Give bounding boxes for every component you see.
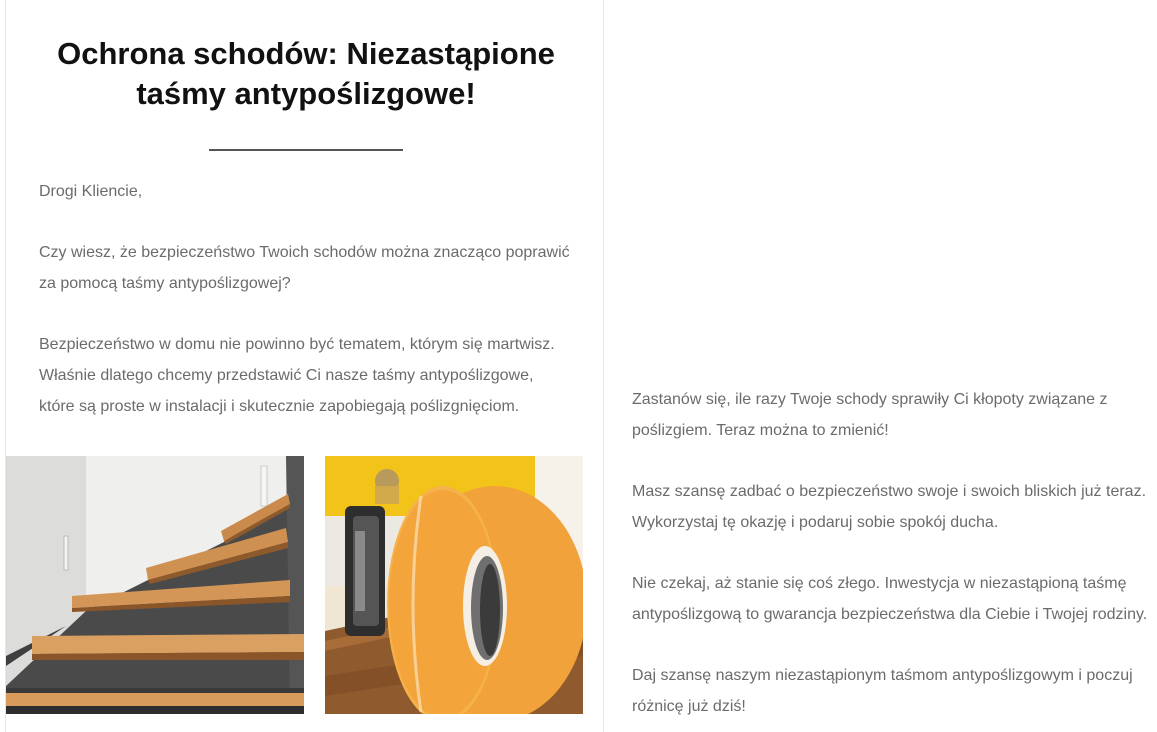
- greeting-text: Drogi Kliencie,: [39, 183, 143, 200]
- intro-p2-line-1: Bezpieczeństwo w domu nie powinno być tematem, którym się martwisz.: [39, 336, 555, 353]
- right-paragraph-3: [632, 568, 1157, 630]
- intro-p2-line-2: Właśnie dlatego chcemy przedstawić Ci nasze taśmy antypoślizgowe,: [39, 367, 534, 384]
- headline-line-2: taśmy antypoślizgowe!: [136, 76, 476, 111]
- right-p3-line-2: antypoślizgową to gwarancja bezpieczeństwa dla Ciebie i Twojej rodziny.: [632, 606, 1148, 623]
- intro-text: [39, 176, 584, 452]
- headline-line-1: Ochrona schodów: Niezastąpione: [57, 36, 555, 71]
- right-paragraph-4: [632, 660, 1157, 722]
- headline-divider: [209, 149, 403, 151]
- right-p4-line-1: Daj szansę naszym niezastąpionym taśmom antypoślizgowym i poczuj: [632, 667, 1133, 684]
- right-paragraph-1: [632, 384, 1157, 446]
- right-column: [632, 384, 1157, 732]
- right-p1-line-1: Zastanów się, ile razy Twoje schody sprawiły Ci kłopoty związane z: [632, 391, 1108, 408]
- right-p2-line-2: Wykorzystaj tę okazję i podaruj sobie spokój ducha.: [632, 514, 999, 531]
- stairs-photo: [6, 456, 304, 714]
- right-paragraph-2: [632, 476, 1157, 538]
- intro-paragraph-1: [39, 237, 584, 299]
- headline: [26, 34, 586, 114]
- right-p2-line-1: Masz szansę zadbać o bezpieczeństwo swoje i swoich bliskich już teraz.: [632, 483, 1147, 500]
- greeting: [39, 176, 584, 207]
- intro-p1-line-1: Czy wiesz, że bezpieczeństwo Twoich schodów można znacząco poprawić: [39, 244, 570, 261]
- right-p1-line-2: poślizgiem. Teraz można to zmienić!: [632, 422, 889, 439]
- intro-p2-line-3: które są proste w instalacji i skutecznie zapobiegają poślizgnięciom.: [39, 398, 520, 415]
- left-column: [5, 0, 604, 732]
- tape-photo: [325, 456, 583, 714]
- intro-paragraph-2: [39, 329, 584, 422]
- right-p3-line-1: Nie czekaj, aż stanie się coś złego. Inwestycja w niezastąpioną taśmę: [632, 575, 1127, 592]
- right-p4-line-2: różnicę już dziś!: [632, 698, 746, 715]
- intro-p1-line-2: za pomocą taśmy antypoślizgowej?: [39, 275, 291, 292]
